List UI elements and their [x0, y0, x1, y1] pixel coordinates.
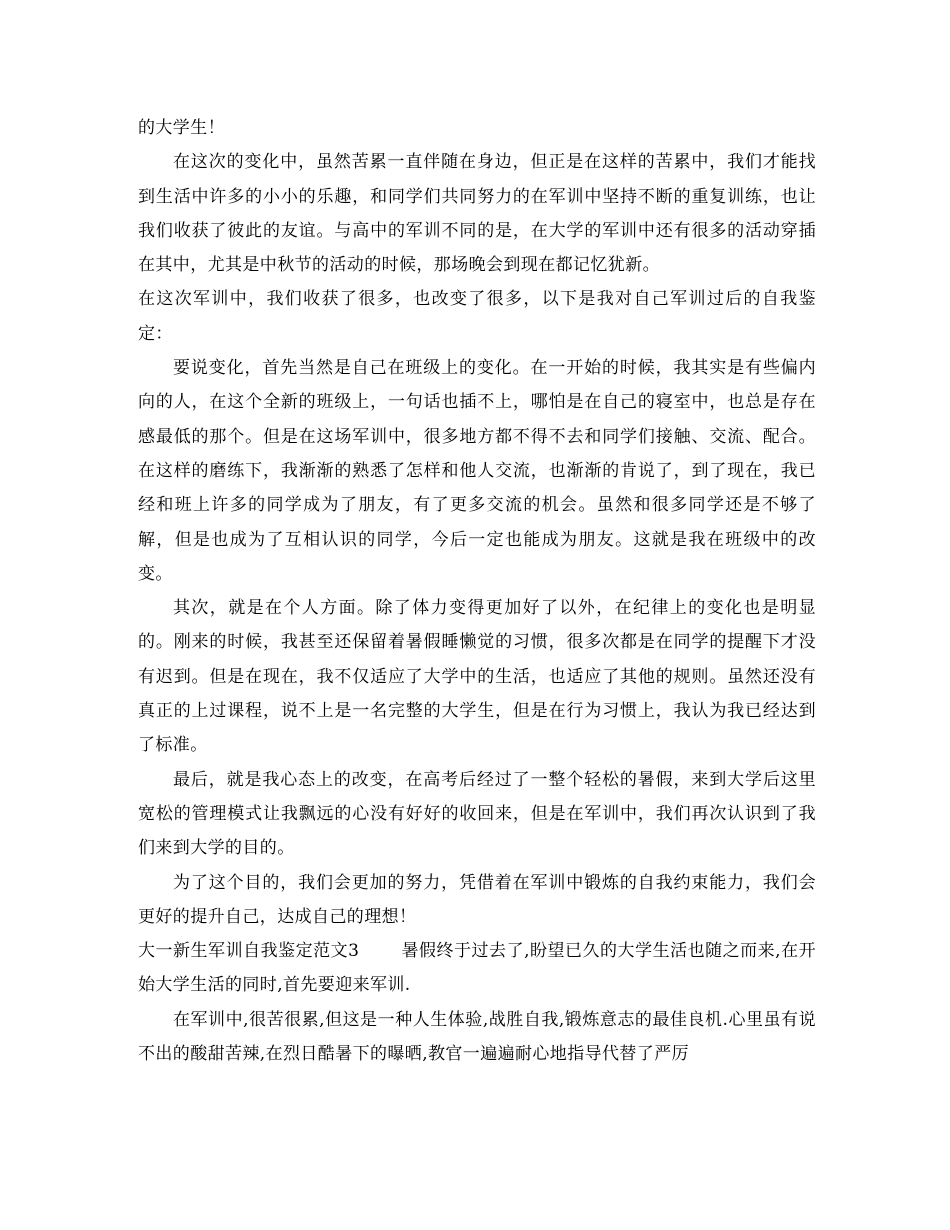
- paragraph-1: 的大学生！: [138, 118, 225, 138]
- paragraph-7: 为了这个目的，我们会更加的努力，凭借着在军训中锻炼的自我约束能力，我们会更好的提升自己，达成自己的理想！: [138, 872, 816, 927]
- closing-paragraph: 在军训中,很苦很累,但这是一种人生体验,战胜自我,锻炼意志的最佳良机.心里虽有说不出的酸甜苦辣,在烈日酷暑下的曝晒,教官一遍遍耐心地指导代替了严厉: [138, 1009, 816, 1065]
- section-heading-paragraph: [138, 934, 816, 1003]
- paragraph-6: 最后，就是我心态上的改变，在高考后经过了一整个轻松的暑假，来到大学后这里宽松的管理模式让我飘远的心没有好好的收回来，但是在军训中，我们再次认识到了我们来到大学的目的。: [138, 769, 816, 859]
- document-body: [138, 111, 816, 1071]
- section-heading: 大一新生军训自我鉴定范文3: [138, 941, 360, 962]
- paragraph-4: 要说变化，首先当然是自己在班级上的变化。在一开始的时候，我其实是有些偏内向的人，在这个全新的班级上，一句话也插不上，哪怕是在自己的寝室中，也总是存在感最低的那个。但是在这场军训中，很多地方都不得不去和同学们接触、交流、配合。在这样的磨练下，我渐渐的熟悉了怎样和他人交流，也渐渐的肯说了，到了现在，我已经和班上许多的同学成为了朋友，有了更多交流的机会。虽然和很多同学还是不够了解，但是也成为了互相认识的同学，今后一定也能成为朋友。这就是我在班级中的改变。: [138, 358, 816, 584]
- paragraph-2: 在这次的变化中，虽然苦累一直伴随在身边，但正是在这样的苦累中，我们才能找到生活中许多的小小的乐趣，和同学们共同努力的在军训中坚持不断的重复训练，也让我们收获了彼此的友谊。与高中的军训不同的是，在大学的军训中还有很多的活动穿插在其中，尤其是中秋节的活动的时候，那场晚会到现在都记忆犹新。: [138, 152, 816, 276]
- paragraph-5: 其次，就是在个人方面。除了体力变得更加好了以外，在纪律上的变化也是明显的。刚来的时候，我甚至还保留着暑假睡懒觉的习惯，很多次都是在同学的提醒下才没有迟到。但是在现在，我不仅适应了大学中的生活，也适应了其他的规则。虽然还没有真正的上过课程，说不上是一名完整的大学生，但是在行为习惯上，我认为我已经达到了标准。: [138, 598, 816, 756]
- paragraph-3: 在这次军训中，我们收获了很多，也改变了很多，以下是我对自己军训过后的自我鉴定：: [138, 289, 816, 344]
- section-intro: 暑假终于过去了,盼望已久的大学生活也随之而来,在开始大学生活的同时,首先要迎来军训.: [138, 941, 817, 996]
